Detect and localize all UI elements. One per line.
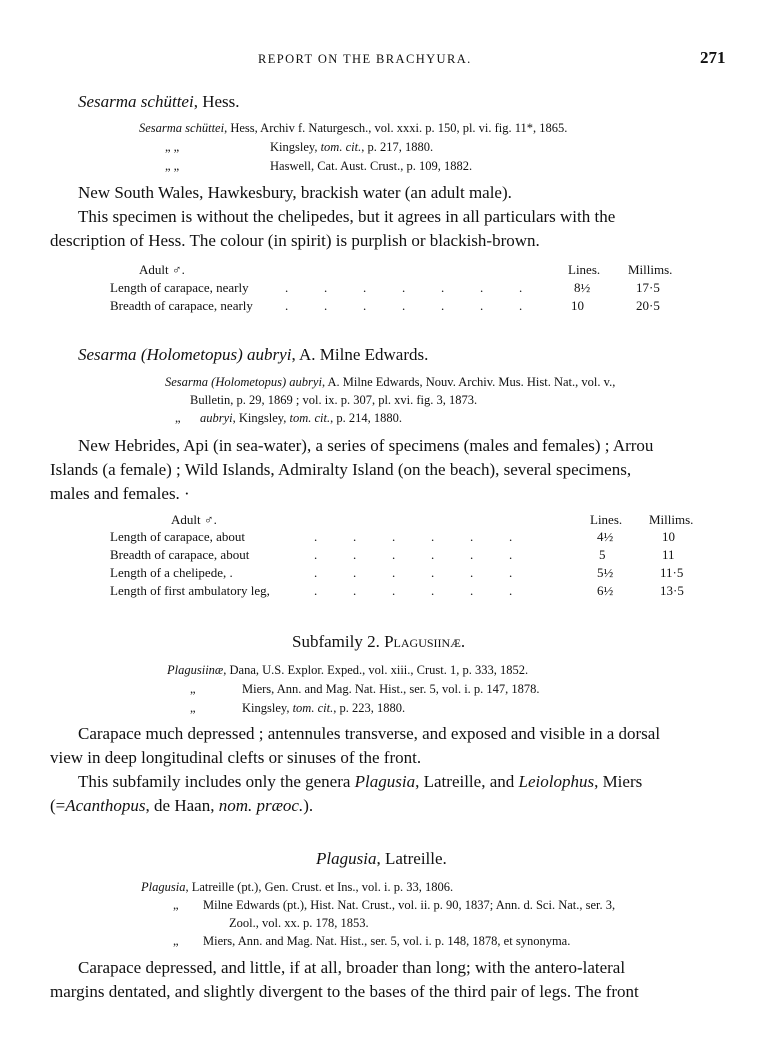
reference-line: „ Kingsley, tom. cit., p. 223, 1880. <box>190 701 406 715</box>
table-cell-lines: 10 <box>571 298 584 313</box>
running-head-title: REPORT ON THE BRACHYURA. <box>258 52 472 66</box>
genera-paragraph: This subfamily includes only the genera Plagusia, Latreille, and Leiolophus, Miers (=Acanthopus, de Haan, nom. præoc.). <box>50 772 643 815</box>
table-cell-lines: 6½ <box>597 583 614 598</box>
reference-line: „ Miers, Ann. and Mag. Nat. Hist., ser. 5, vol. i. p. 148, 1878, et synonyma. <box>173 934 571 948</box>
table-cell-lines: 5½ <box>597 565 614 580</box>
table-cell-lines: 8½ <box>574 280 591 295</box>
genus-heading: Plagusia, Latreille. <box>316 849 447 868</box>
table-label: Adult ♂. <box>171 512 217 527</box>
description-paragraph: Carapace much depressed ; antennules transverse, and exposed and visible in a dorsal view in deep longitudinal clefts or sinuses of the front. <box>50 724 661 767</box>
page-number: 271 <box>700 48 726 67</box>
locality-paragraph: New South Wales, Hawkesbury, brackish water (an adult male). <box>78 183 512 202</box>
reference-line: „ „ Haswell, Cat. Aust. Crust., p. 109, 1882. <box>165 159 473 173</box>
table-cell-millims: 20·5 <box>636 298 660 313</box>
column-header-millims: Millims. <box>649 512 694 527</box>
reference-line: „ Milne Edwards (pt.), Hist. Nat. Crust., vol. ii. p. 90, 1837; Ann. d. Sci. Nat., ser. 3, <box>173 898 616 912</box>
table-cell-lines: 4½ <box>597 529 614 544</box>
leader-dots: . . . . . . <box>314 565 513 580</box>
reference-line: Sesarma (Holometopus) aubryi, A. Milne Edwards, Nouv. Archiv. Mus. Hist. Nat., vol. v., <box>165 375 616 389</box>
reference-line: Bulletin, p. 29, 1869 ; vol. ix. p. 307, pl. xvi. fig. 3, 1873. <box>190 393 478 407</box>
reference-line: Zool., vol. xx. p. 178, 1853. <box>229 916 369 930</box>
locality-paragraph: New Hebrides, Api (in sea-water), a series of specimens (males and females) ; Arrou Islands (a female) ; Wild Islands, Admiralty Island (on the beach), several specimens, males and females. · <box>50 436 654 503</box>
table-cell-millims: 11·5 <box>660 565 684 580</box>
table-cell-millims: 10 <box>662 529 675 544</box>
column-header-lines: Lines. <box>590 512 623 527</box>
reference-line: „ aubryi, Kingsley, tom. cit., p. 214, 1880. <box>175 411 402 425</box>
reference-line: Sesarma schüttei, Hess, Archiv f. Naturgesch., vol. xxxi. p. 150, pl. vi. fig. 11*, 1865. <box>139 121 568 135</box>
table-cell-millims: 13·5 <box>660 583 684 598</box>
table-row-label: Length of first ambulatory leg, <box>110 583 270 598</box>
table-cell-millims: 17·5 <box>636 280 660 295</box>
species-author: , Hess. <box>193 92 240 111</box>
table-row-label: Length of a chelipede, . <box>110 565 233 580</box>
reference-line: Plagusiinæ, Dana, U.S. Explor. Exped., vol. xiii., Crust. 1, p. 333, 1852. <box>167 663 529 677</box>
description-paragraph: This specimen is without the chelipedes, but it agrees in all particulars with the description of Hess. The colour (in spirit) is purplish or blackish-brown. <box>50 207 616 250</box>
table-row-label: Length of carapace, nearly <box>110 280 249 295</box>
leader-dots: . . . . . . . <box>285 298 523 313</box>
leader-dots: . . . . . . . <box>285 280 523 295</box>
species-name: Sesarma schüttei <box>78 92 194 111</box>
leader-dots: . . . . . . <box>314 583 513 598</box>
table-row-label: Breadth of carapace, about <box>110 547 250 562</box>
reference-line: „ „ Kingsley, tom. cit., p. 217, 1880. <box>165 140 434 154</box>
table-row-label: Length of carapace, about <box>110 529 245 544</box>
reference-line: Plagusia, Latreille (pt.), Gen. Crust. et Ins., vol. i. p. 33, 1806. <box>141 880 454 894</box>
reference-line: „ Miers, Ann. and Mag. Nat. Hist., ser. 5, vol. i. p. 147, 1878. <box>190 682 540 696</box>
table-cell-millims: 11 <box>662 547 675 562</box>
species-heading-schuttei <box>78 92 240 112</box>
table-label: Adult ♂. <box>139 262 185 277</box>
leader-dots: . . . . . . <box>314 547 513 562</box>
description-paragraph: Carapace depressed, and little, if at all, broader than long; with the antero-lateral margins dentated, and slightly divergent to the bases of the third pair of legs. The front <box>50 958 639 1001</box>
column-header-lines: Lines. <box>568 262 601 277</box>
column-header-millims: Millims. <box>628 262 673 277</box>
table-row-label: Breadth of carapace, nearly <box>110 298 253 313</box>
subfamily-heading: Subfamily 2. Plagusiinæ. <box>292 632 466 651</box>
leader-dots: . . . . . . <box>314 529 513 544</box>
species-heading-aubryi: Sesarma (Holometopus) aubryi, A. Milne Edwards. <box>78 345 429 364</box>
table-cell-lines: 5 <box>599 547 606 562</box>
